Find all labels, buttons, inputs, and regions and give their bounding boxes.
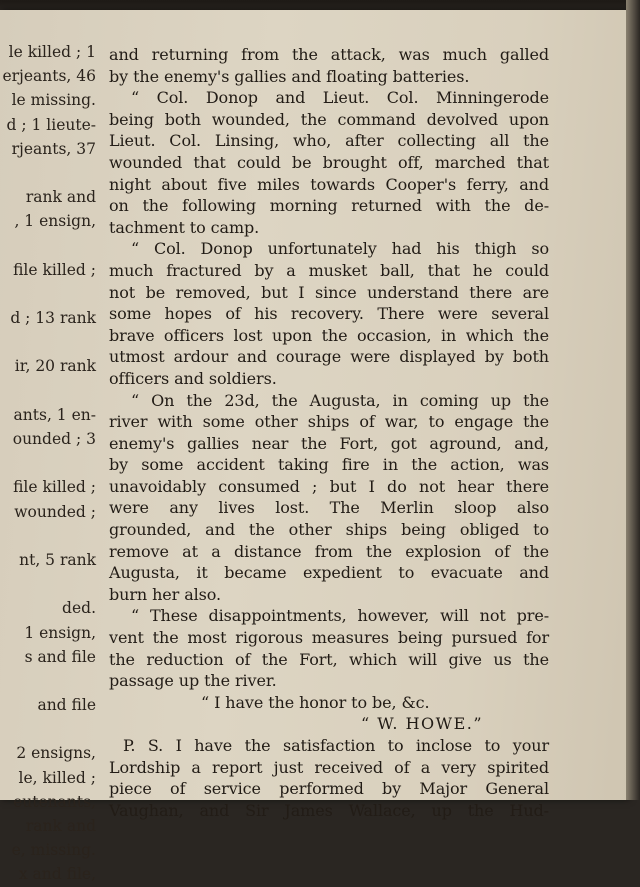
left-column-line: ded.	[62, 599, 96, 618]
left-column-line: ants, 1 en-	[13, 405, 96, 424]
body-text-line: enemy's gallies near the Fort, got aground, and,	[109, 433, 549, 453]
left-column-line: 1 ensign,	[24, 623, 96, 642]
left-column-line: rjeants, 37	[11, 139, 96, 158]
left-column-text	[0, 40, 96, 887]
left-column-line: s and file	[24, 647, 96, 666]
left-column-line: 2 ensigns,	[16, 744, 96, 763]
left-column-line	[0, 330, 96, 354]
body-text-line: the reduction of the Fort, which will give us the	[109, 649, 549, 669]
left-column-line	[0, 161, 96, 185]
body-text-line: and returning from the attack, was much galled	[109, 45, 549, 64]
right-page-edge	[626, 0, 640, 800]
body-text-line: Augusta, it became expedient to evacuate and	[109, 563, 549, 583]
body-text-line: being both wounded, the command devolved upon	[109, 109, 549, 129]
body-text-line: “ I have the honor to be, &c.	[201, 692, 430, 712]
left-column-line: le killed ; 1	[8, 43, 96, 61]
body-text-line: “ W. HOWE.”	[361, 714, 484, 734]
body-text-line: river with some other ships of war, to engage the	[109, 412, 549, 432]
body-text-line: unavoidably consumed ; but I do not hear there	[109, 476, 549, 496]
left-column-line	[0, 717, 96, 741]
body-text-line: Lordship a report just received of a very spirited	[109, 757, 549, 777]
left-column-line: file killed ;	[13, 260, 96, 279]
body-text-line: night about five miles towards Cooper's ferry, and	[109, 174, 549, 194]
body-text-line: Vaughan, and Sir James Wallace, up the Hud-	[109, 800, 549, 820]
left-column-line: ir, 20 rank	[14, 357, 96, 376]
left-column-line	[0, 379, 96, 403]
body-text-line: were any lives lost. The Merlin sloop also	[109, 498, 549, 518]
left-column-line: le, killed ;	[18, 768, 96, 787]
left-column-line: rank and	[25, 817, 96, 835]
left-column-line: d ; 13 rank	[10, 309, 96, 328]
body-text-line: much fractured by a musket ball, that he could	[109, 260, 549, 280]
left-column-line	[0, 234, 96, 258]
left-column-line	[0, 572, 96, 596]
left-column-line: , 1 ensign,	[14, 212, 96, 231]
left-column-line: ounded ; 3	[12, 430, 96, 448]
body-text-line: by some accident taking fire in the action, was	[109, 455, 549, 475]
body-text-line: “ On the 23d, the Augusta, in coming up the	[131, 390, 549, 410]
body-text-line: utmost ardour and courage were displayed by both	[109, 347, 549, 367]
left-column-line: d ; 1 lieute-	[6, 115, 96, 134]
body-text-line: Lieut. Col. Linsing, who, after collecting all the	[109, 131, 549, 151]
left-column-line	[0, 524, 96, 548]
newspaper-page	[0, 10, 628, 884]
left-column-line: le missing.	[11, 91, 96, 110]
left-column-line: and file	[37, 696, 96, 715]
body-text-line: burn her also.	[109, 584, 221, 604]
body-text-line: not be removed, but I since understand there are	[109, 282, 549, 302]
body-text-line: passage up the river.	[109, 671, 277, 691]
left-column-line: e, missing.	[11, 841, 96, 860]
body-text-line: “ These disappointments, however, will not pre-	[131, 606, 549, 626]
body-text-line: “ Col. Donop and Lieut. Col. Minningerode	[131, 88, 549, 108]
left-column-line: eutenants,	[13, 792, 96, 811]
body-text-line: remove at a distance from the explosion of the	[109, 541, 549, 561]
left-column-line: x and file,	[18, 865, 96, 884]
body-text-line: brave officers lost upon the occasion, in which the	[109, 325, 549, 345]
body-text-line: grounded, and the other ships being obliged to	[109, 520, 549, 540]
body-text-line: some hopes of his recovery. There were several	[109, 304, 549, 324]
body-text-line: on the following morning returned with the de-	[109, 196, 549, 216]
left-column-line	[0, 669, 96, 693]
body-text-line: “ Col. Donop unfortunately had his thigh so	[131, 239, 549, 259]
left-column-line: rank and	[25, 188, 96, 207]
body-text-line: tachment to camp.	[109, 217, 260, 237]
right-column-text	[109, 44, 549, 821]
body-text-line: vent the most rigorous measures being pursued for	[109, 628, 549, 648]
body-text-line: by the enemy's gallies and floating batteries.	[109, 66, 470, 86]
body-text-line: officers and soldiers.	[109, 368, 277, 388]
body-text-line: wounded that could be brought off, marched that	[109, 152, 549, 172]
left-column-line: erjeants, 46	[2, 67, 96, 86]
left-column-line: wounded ;	[14, 502, 96, 521]
body-text-line: P. S. I have the satisfaction to inclose to your	[123, 736, 549, 755]
left-column-line: file killed ;	[13, 478, 96, 497]
left-column-line	[0, 282, 96, 306]
left-column-line	[0, 451, 96, 475]
body-text-line: piece of service performed by Major General	[109, 779, 549, 799]
left-column-line: nt, 5 rank	[19, 550, 96, 569]
